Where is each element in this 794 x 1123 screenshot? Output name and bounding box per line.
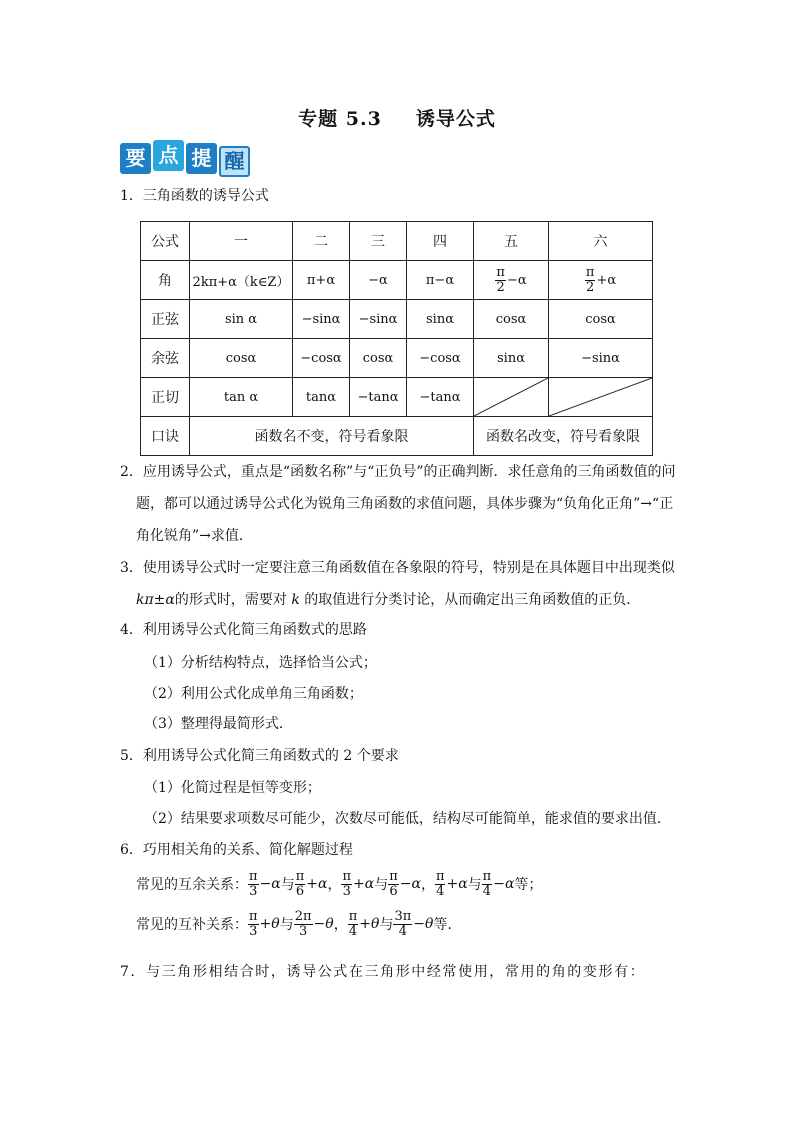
cell-cos-2: −cosα (293, 339, 350, 378)
badge-char-2: 点 (153, 140, 184, 171)
cell-mnemonic-label: 口诀 (141, 417, 190, 456)
complementary-relations: 常见的互余关系： $\frac{\pi}{3}$ −α 与 $\frac{\pi}{6}$ +α ， $\frac{\pi}{3}$ +α 与 $\frac{\pi}{6}$ −α ， $\frac{\pi}{4}$ +α 与 $\frac{\pi}{4}$ −α 等； (136, 868, 543, 899)
table-row-angle (141, 261, 653, 300)
cell-angle-6: $\frac{\pi}{2}$ +α (549, 261, 653, 300)
induction-formula-table (140, 221, 653, 456)
cell-angle-1: 2kπ+α（k∈Z） (190, 261, 293, 300)
cell-cos-1: cosα (190, 339, 293, 378)
item-5-heading: 5．利用诱导公式化简三角函数式的 2 个要求 (120, 748, 399, 764)
item-4-heading: 4．利用诱导公式化简三角函数式的思路 (120, 622, 367, 638)
cell-tan-1: tan α (190, 378, 293, 417)
table-row-header (141, 222, 653, 261)
cell-cos-label: 余弦 (141, 339, 190, 378)
title-name: 诱导公式 (415, 108, 496, 130)
item-1: 1．三角函数的诱导公式 (120, 188, 269, 204)
cell-sin-2: −sinα (293, 300, 350, 339)
cell-sin-6: cosα (549, 300, 653, 339)
cell-sin-5: cosα (474, 300, 549, 339)
cell-tan-3: −tanα (350, 378, 407, 417)
item-2-line-2: 题，都可以通过诱导公式化为锐角三角函数的求值问题，具体步骤为“负角化正角”→“正 (136, 496, 674, 512)
fraction-pi-over-2: $\frac{\pi}{2}$ (585, 264, 595, 295)
badge-char-4: 醒 (219, 146, 250, 177)
item-5-step-2: （2）结果要求项数尽可能少，次数尽可能低，结构尽可能简单，能求值的要求出值． (144, 811, 671, 827)
table-row-cos (141, 339, 653, 378)
cell-mnemonic-2: 函数名改变，符号看象限 (474, 417, 653, 456)
title-topic: 专题 5.3 (298, 108, 382, 130)
cell-angle-4: π−α (407, 261, 474, 300)
cell-tan-2: tanα (293, 378, 350, 417)
cell-tan-6-empty (549, 378, 653, 417)
item-6-heading: 6．巧用相关角的关系、简化解题过程 (120, 842, 353, 858)
cell-angle-label: 角 (141, 261, 190, 300)
badge-char-1: 要 (120, 143, 151, 174)
cell-angle-3: −α (350, 261, 407, 300)
page-title (0, 104, 794, 131)
cell-sin-1: sin α (190, 300, 293, 339)
cell-header-6: 六 (549, 222, 653, 261)
cell-tan-label: 正切 (141, 378, 190, 417)
cell-header-2: 二 (293, 222, 350, 261)
table-row-tan (141, 378, 653, 417)
cell-cos-3: cosα (350, 339, 407, 378)
cell-sin-label: 正弦 (141, 300, 190, 339)
diagonal-slash (549, 378, 652, 416)
key-points-badge (120, 140, 250, 174)
cell-tan-5-empty (474, 378, 549, 417)
table-row-sin (141, 300, 653, 339)
cell-header-5: 五 (474, 222, 549, 261)
cell-cos-6: −sinα (549, 339, 653, 378)
cell-angle-2: π+α (293, 261, 350, 300)
cell-sin-3: −sinα (350, 300, 407, 339)
item-2-line-3: 角化锐角”→求值． (136, 528, 253, 544)
cell-cos-4: −cosα (407, 339, 474, 378)
item-2-line-1: 2．应用诱导公式，重点是“函数名称”与“正负号”的正确判断．求任意角的三角函数值的问 (120, 464, 676, 480)
cell-mnemonic-1: 函数名不变，符号看象限 (190, 417, 474, 456)
cell-tan-4: −tanα (407, 378, 474, 417)
cell-sin-4: sinα (407, 300, 474, 339)
item-3-line-1: 3．使用诱导公式时一定要注意三角函数值在各象限的符号，特别是在具体题目中出现类似 (120, 560, 675, 576)
badge-char-3: 提 (186, 143, 217, 174)
item-4-step-1: （1）分析结构特点，选择恰当公式； (144, 655, 377, 671)
item-7: 7．与三角形相结合时，诱导公式在三角形中经常使用，常用的角的变形有： (120, 964, 646, 980)
cell-header-4: 四 (407, 222, 474, 261)
cell-angle-5: $\frac{\pi}{2}$ −α (474, 261, 549, 300)
diagonal-slash (474, 378, 548, 416)
cell-cos-5: sinα (474, 339, 549, 378)
item-3-line-2: kπ±α的形式时，需要对 k 的取值进行分类讨论，从而确定出三角函数值的正负． (136, 592, 641, 608)
cell-header-3: 三 (350, 222, 407, 261)
supplementary-relations: 常见的互补关系： $\frac{\pi}{3}$ +θ 与 $\frac{2\pi}{3}$ −θ ， $\frac{\pi}{4}$ +θ 与 $\frac{3\pi}{4}$ −θ 等. (136, 908, 452, 939)
item-4-step-3: （3）整理得最简形式． (144, 716, 293, 732)
table-row-mnemonic (141, 417, 653, 456)
item-5-step-1: （1）化简过程是恒等变形； (144, 780, 321, 796)
item-4-step-2: （2）利用公式化成单角三角函数； (144, 686, 363, 702)
cell-header-formula: 公式 (141, 222, 190, 261)
cell-header-1: 一 (190, 222, 293, 261)
fraction-pi-over-2: $\frac{\pi}{2}$ (496, 264, 505, 295)
